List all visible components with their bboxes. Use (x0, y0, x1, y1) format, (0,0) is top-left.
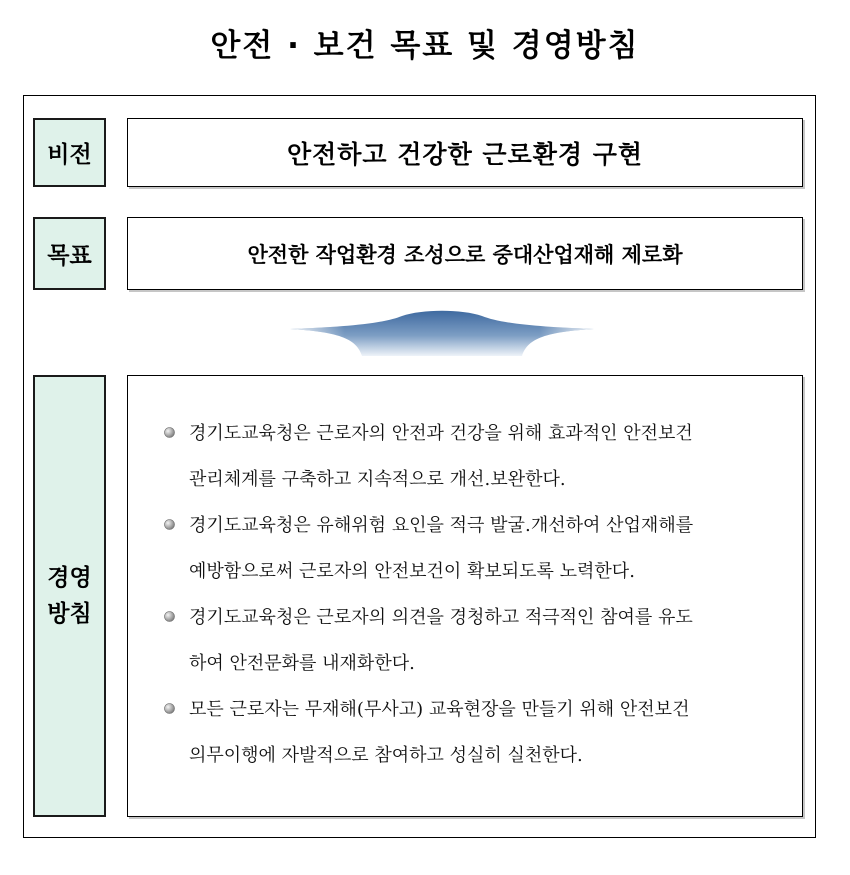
policy-label-line2: 방침 (47, 601, 92, 627)
policy-item-line: 경기도교육청은 유해위험 요인을 적극 발굴․개선하여 산업재해를 (189, 515, 694, 536)
policy-item (161, 503, 791, 595)
vision-box (127, 118, 803, 187)
policy-item-line: 경기도교육청은 근로자의 의견을 경청하고 적극적인 참여를 유도 (189, 607, 693, 628)
bullet-icon (164, 703, 175, 714)
policy-item (161, 687, 791, 779)
bullet-icon (164, 611, 175, 622)
policy-item (161, 411, 791, 503)
policy-item-line: 하여 안전문화를 내재화한다. (189, 653, 415, 674)
policy-label (33, 375, 106, 817)
vision-label (33, 118, 106, 187)
goal-label-text: 목표 (47, 243, 92, 269)
policy-item (161, 595, 791, 687)
policy-item-line: 관리체계를 구축하고 지속적으로 개선․보완한다. (189, 469, 566, 490)
policy-item-line: 경기도교육청은 근로자의 안전과 건강을 위해 효과적인 안전보건 (189, 423, 693, 444)
policy-item-line: 예방함으로써 근로자의 안전보건이 확보되도록 노력한다. (189, 561, 635, 582)
goal-label (33, 217, 106, 290)
vision-text: 안전하고 건강한 근로환경 구현 (286, 139, 644, 169)
goal-box (127, 217, 803, 290)
mound-connector-graphic (282, 306, 602, 358)
bullet-icon (164, 519, 175, 530)
bullet-icon (164, 427, 175, 438)
vision-label-text: 비전 (47, 142, 92, 168)
goal-text: 안전한 작업환경 조성으로 중대산업재해 제로화 (247, 242, 683, 267)
policy-list (127, 375, 803, 817)
policy-item-line: 모든 근로자는 무재해(무사고) 교육현장을 만들기 위해 안전보건 (189, 699, 690, 720)
policy-label-line1: 경영 (47, 565, 92, 591)
policy-item-line: 의무이행에 자발적으로 참여하고 성실히 실천한다. (189, 745, 583, 766)
page-title: 안전 · 보건 목표 및 경영방침 (210, 28, 640, 64)
